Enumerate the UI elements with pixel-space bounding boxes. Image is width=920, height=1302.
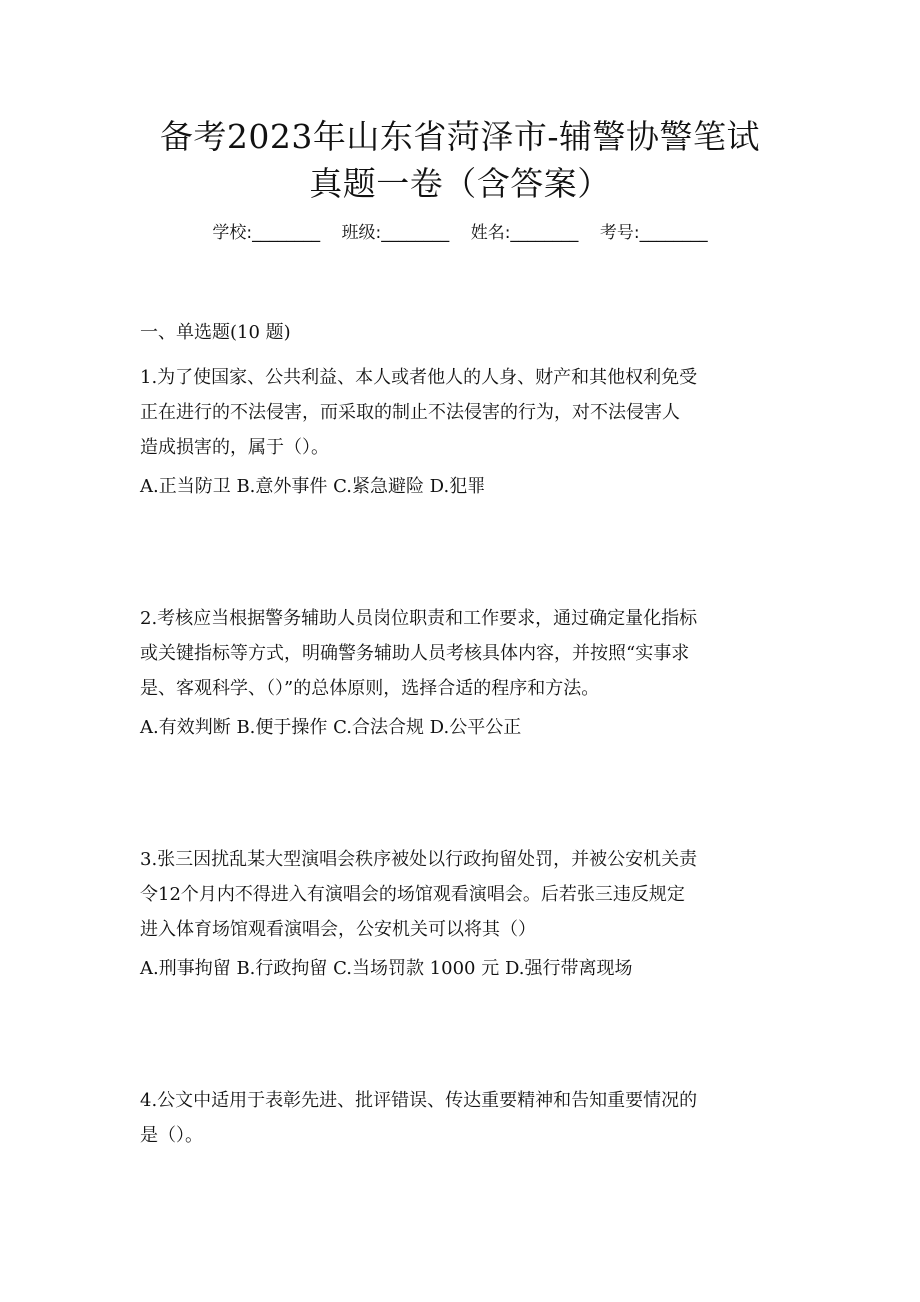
question-3: [140, 842, 790, 986]
school-field: 学校:________: [212, 223, 321, 243]
question-2: [140, 601, 790, 745]
question-stem: 1.为了使国家、公共利益、本人或者他人的人身、财产和其他权利免受 正在进行的不法侵害，而采取的制止不法侵害的行为，对不法侵害人 造成损害的，属于（）。: [140, 367, 698, 458]
question-stem: 2.考核应当根据警务辅助人员岗位职责和工作要求，通过确定量化指标 或关键指标等方式，明确警务辅助人员考核具体内容，并按照“实事求 是、客观科学、（）”的总体原则，选择合适的程序和方法。: [140, 608, 698, 699]
question-options: A.有效判断 B.便于操作 C.合法合规 D.公平公正: [140, 717, 522, 738]
doc-title-line-2: 真题一卷（含答案）: [309, 164, 611, 203]
question-1: [140, 360, 790, 504]
question-options: A.正当防卫 B.意外事件 C.紧急避险 D.犯罪: [140, 476, 486, 497]
student-info-line: [0, 218, 920, 243]
doc-title-line-1: 备考2023年山东省菏泽市-辅警协警笔试: [159, 117, 761, 156]
question-stem: 4.公文中适用于表彰先进、批评错误、传达重要精神和告知重要情况的 是（）。: [140, 1090, 698, 1146]
class-field: 班级:________: [341, 223, 450, 243]
exam-number-field: 考号:________: [599, 223, 708, 243]
question-stem: 3.张三因扰乱某大型演唱会秩序被处以行政拘留处罚，并被公安机关责 令12个月内不得进入有演唱会的场馆观看演唱会。后若张三违反规定 进入体育场馆观看演唱会，公安机关可以将其（）: [140, 849, 698, 940]
question-options: A.刑事拘留 B.行政拘留 C.当场罚款 1000 元 D.强行带离现场: [140, 958, 633, 979]
question-4: [140, 1083, 790, 1153]
name-field: 姓名:________: [470, 223, 579, 243]
section-header: 一、单选题(10 题): [140, 322, 291, 343]
